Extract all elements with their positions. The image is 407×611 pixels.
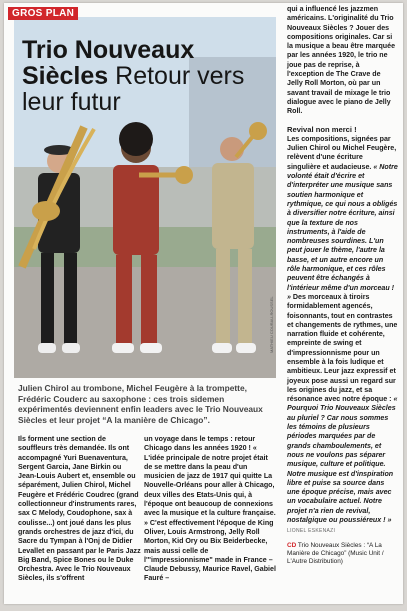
author-signature: LIONEL ESKENAZI: [287, 528, 336, 535]
headline-bold: Trio Nouveaux Siècles: [22, 36, 195, 90]
body-column-1: Ils forment une section de souffleurs très demandée. Ils ont accompagné Yuri Buenaventura, Sergent Garcia, Jane Birkin ou Jean-Louis Aubert et, ensemble ou séparément, Julien Chirol, Michel Feugère et Frédéric Coudrec (grand collectionneur d'instruments rares, sax C Melody, Coudophone, sax à coulisse...) ont joué dans les plus grands orchestres de jazz d'ici, du Sacre du Tympan à l'Onj de Didier Levallet en passant par le Paris Jazz Big Band, Spice Bones ou le Duke Orchestra. Avec le Trio Nouveaux Siècles, ils s'offrent: [18, 435, 141, 583]
cd-tag: CD: [287, 541, 297, 549]
section-rubric: GROS PLAN: [8, 7, 78, 20]
col3-text-c: Des morceaux à tiroirs formidablement agencés, foisonnants, tout en contrastes et changements de rythmes, une narration fluide et cohérente, empreinte de swing et d'impressionnisme pour un ensemble à la fois ludique et ambitieux. Leur jazz expressif et joyeux pose aussi un regard sur les origines du jazz, et sa résonance avec notre époque :: [287, 292, 398, 404]
body-column-3: [287, 5, 398, 566]
col3-quote-1: « Notre volonté était d'écrire et d'interpréter une musique sans soutien harmonique et rythmique, ce qui nous a obligés à diversifier notre écriture, ainsi que la texture de nos instruments, à l'aide de nombreuses sourdines. L'un peut jouer le thème, l'autre la basse, et un autre encore un rôle harmonique, et ces rôles peuvent être échangés à l'intérieur même d'un morceau ! »: [287, 162, 398, 301]
photo-credit: MATHIEU COURAU-ROUSSEL: [269, 296, 274, 353]
cd-reference: [287, 542, 398, 567]
subheading: Revival non merci !: [287, 124, 357, 134]
cd-text: Trio Nouveaux Siècles : “A La Manière de Chicago” (Music Unit / L'Autre Distribution): [287, 541, 384, 566]
body-column-2: un voyage dans le temps : retour Chicago dans les années 1920 ! « L'idée principale de notre projet était de se mettre dans la peau d'un musicien de jazz de 1917 qui quitte La Nouvelle-Orléans pour aller à Chicago, deux villes des Etats-Unis qui, à l'époque ont beaucoup de connexions avec la musique et la culture française. » C'est effectivement l'époque de King Oliver, Louis Armstrong, Jelly Roll Morton, Kid Ory ou Bix Beiderbecke, mais aussi celle de l'"impressionnisme" made in France – Claude Debussy, Maurice Ravel, Gabiel Fauré –: [144, 435, 276, 583]
col3-text-a: Les compositions, signées par Julien Chirol ou Michel Feugère, relèvent d'une écriture singulière et audacieuse.: [287, 134, 397, 171]
article-lead: Julien Chirol au trombone, Michel Feugère à la trompette, Frédéric Couderc au saxophone : ces trois sidemen expérimentés deviennent enfin leaders avec le Trio Nouveaux Siècles et leur projet “A la manière de Chicago”.: [18, 383, 263, 425]
magazine-page: [4, 3, 403, 604]
headline-rest: Retour vers leur futur: [22, 62, 245, 116]
article-headline: [22, 37, 272, 115]
col3-quote-2: « Pourquoi Trio Nouveaux Siècles au pluriel ? Car nous sommes les témoins de plusieurs périodes marquées par de grands chamboulements, et nous ne voulons pas séparer musique, culture et politique. Notre musique est d'inspiration libre et puise sa source dans une époque précise, mais avec un vocabulaire actuel. Notre projet n'a rien de revival, nostalgique ou poussiéreux ! »: [287, 395, 398, 525]
col3-paragraph-1: qui a influencé les jazzmen américains. L'originalité du Trio Nouveaux Siècles ? Jouer des compositions originales. Car si la musique a beau être marquée par les années 1920, le trio ne joue pas de reprise, à l'exception de The Crave de Jelly Roll Morton, où par un savant travail de mixage le trio dialogue avec le piano de Jelly Roll.: [287, 5, 396, 116]
